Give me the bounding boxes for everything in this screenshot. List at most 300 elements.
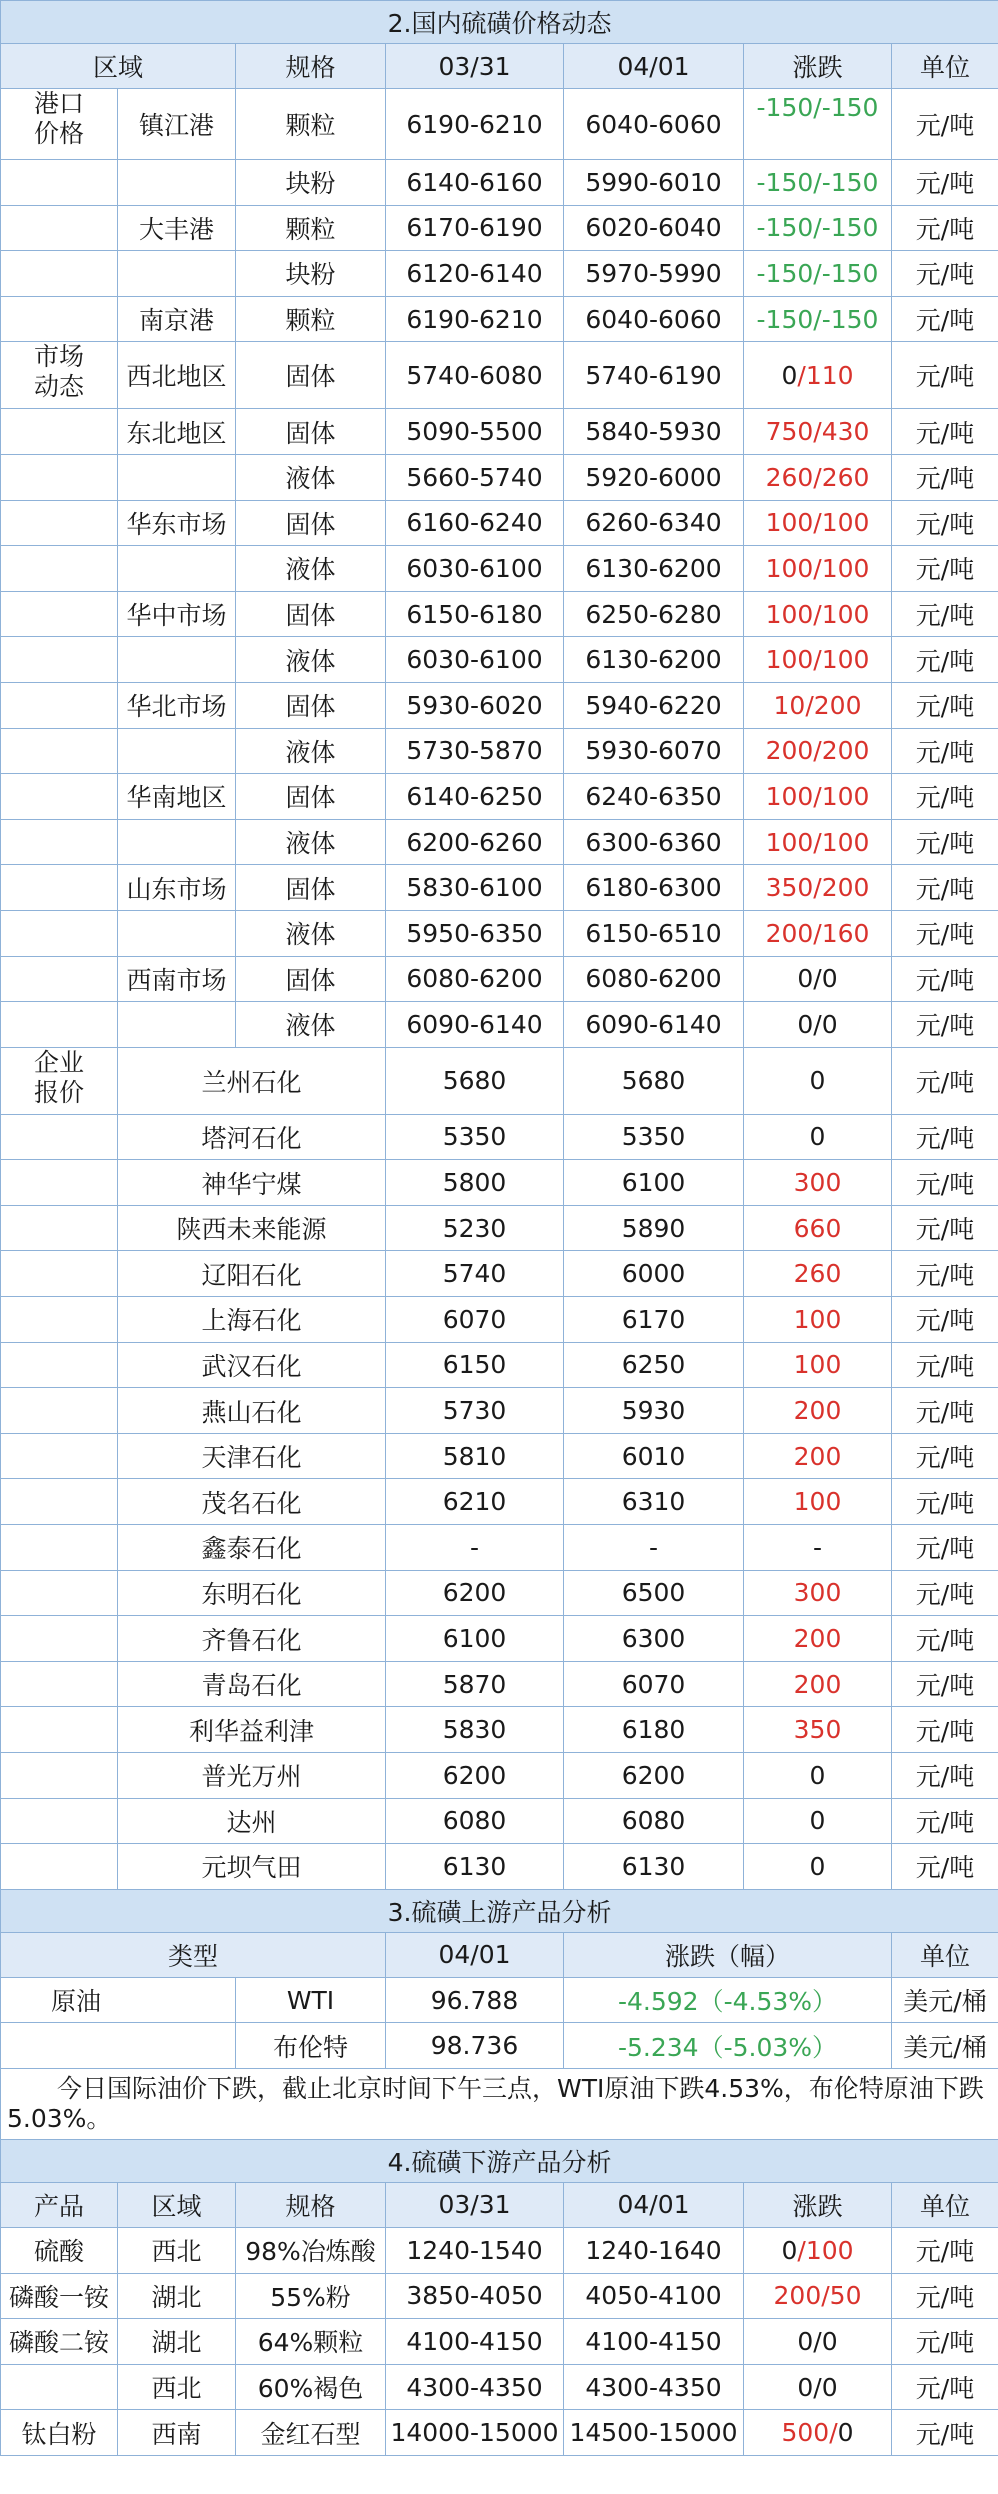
change-right: 200 (813, 690, 862, 720)
change-value: 200 (744, 1433, 892, 1479)
change-right: 160 (821, 918, 870, 948)
region: 湖北 (118, 2319, 236, 2365)
price-0401: 6200 (564, 1753, 744, 1799)
subregion (118, 160, 236, 206)
price-0331: 5660-5740 (386, 454, 564, 500)
price-0331: 6090-6140 (386, 1002, 564, 1048)
unit: 元/吨 (892, 1707, 998, 1753)
price-0331: 5740 (386, 1251, 564, 1297)
empty-cell (1, 728, 118, 774)
table-row (1, 1251, 998, 1297)
change-right: -150 (821, 167, 879, 197)
change-cell (744, 774, 892, 820)
change-left: -150 (756, 213, 814, 243)
enterprise-name: 陕西未来能源 (118, 1205, 386, 1251)
product (1, 2364, 118, 2410)
change-left: 200 (765, 736, 814, 766)
table-row (1, 1205, 998, 1251)
subregion (118, 910, 236, 956)
change-value: 300 (744, 1160, 892, 1206)
price-0331: 4300-4350 (386, 2364, 564, 2410)
price-0401: 6310 (564, 1479, 744, 1525)
change-left: 100 (765, 599, 814, 629)
price-0401: 6300-6360 (564, 819, 744, 865)
empty-cell (1, 1342, 118, 1388)
change-left: 200 (765, 918, 814, 948)
change-cell (744, 910, 892, 956)
table-row (1, 819, 998, 865)
price-0331: 5810 (386, 1433, 564, 1479)
crude-unit: 美元/桶 (892, 1977, 998, 2023)
subregion: 东北地区 (118, 409, 236, 455)
spec: 颗粒 (236, 296, 386, 342)
subregion (118, 251, 236, 297)
subregion (118, 819, 236, 865)
change-cell (744, 956, 892, 1002)
table-row (1, 251, 998, 297)
price-0401: 6000 (564, 1251, 744, 1297)
price-0401: 5920-6000 (564, 454, 744, 500)
table-row (1, 1798, 998, 1844)
unit: 元/吨 (892, 865, 998, 911)
price-0401: - (564, 1525, 744, 1571)
subregion: 大丰港 (118, 205, 236, 251)
unit: 元/吨 (892, 591, 998, 637)
empty-cell (1, 454, 118, 500)
header-unit: 单位 (892, 44, 998, 89)
port-label (1, 89, 118, 160)
table-row (1, 1297, 998, 1343)
market-note (1, 2068, 998, 2139)
price-0331: 6170-6190 (386, 205, 564, 251)
change-sep: / (829, 2418, 838, 2448)
enterprise-name: 青岛石化 (118, 1661, 386, 1707)
change-left: 0 (797, 2372, 814, 2402)
spec: 固体 (236, 865, 386, 911)
change-right: 0 (821, 964, 838, 994)
price-0401: 6010 (564, 1433, 744, 1479)
change-cell (744, 2410, 892, 2456)
change-value: 0 (744, 1798, 892, 1844)
spec: 固体 (236, 591, 386, 637)
enterprise-name: 神华宁煤 (118, 1160, 386, 1206)
spec: 固体 (236, 500, 386, 546)
empty-cell (1, 1753, 118, 1799)
table-row (1, 454, 998, 500)
price-0401: 6250-6280 (564, 591, 744, 637)
table-row (1, 591, 998, 637)
price-0401: 6130 (564, 1844, 744, 1890)
empty-cell (1, 1661, 118, 1707)
subregion (118, 1002, 236, 1048)
price-0401: 6250 (564, 1342, 744, 1388)
empty-cell (1, 1844, 118, 1890)
unit: 元/吨 (892, 2364, 998, 2410)
change-left: 750 (765, 417, 814, 447)
change-value: 200 (744, 1388, 892, 1434)
change-sep: / (813, 508, 822, 538)
empty-cell (1, 819, 118, 865)
change-left: 0 (797, 1009, 814, 1039)
price-0331: 5830-6100 (386, 865, 564, 911)
change-right: 0 (821, 2326, 838, 2356)
price-0401: 5840-5930 (564, 409, 744, 455)
crude-value: 96.788 (386, 1977, 564, 2023)
price-0401: 6300 (564, 1616, 744, 1662)
spec: 固体 (236, 342, 386, 409)
change-sep: / (813, 553, 822, 583)
crude-change: -5.234（-5.03%） (564, 2023, 892, 2069)
table-row (1, 89, 998, 160)
empty-cell (1, 1205, 118, 1251)
empty-cell (1, 2023, 236, 2069)
price-0331: 14000-15000 (386, 2410, 564, 2456)
table-row (1, 1114, 998, 1160)
change-value: - (744, 1525, 892, 1571)
change-right: 100 (805, 2235, 854, 2265)
price-0401: 5740-6190 (564, 342, 744, 409)
unit: 元/吨 (892, 1525, 998, 1571)
subregion: 华北市场 (118, 682, 236, 728)
header-date1: 03/31 (386, 2182, 564, 2227)
change-cell (744, 500, 892, 546)
spec: 60%褐色 (236, 2364, 386, 2410)
unit: 元/吨 (892, 1388, 998, 1434)
empty-cell (1, 1002, 118, 1048)
table-row (1, 2319, 998, 2365)
spec: 98%冶炼酸 (236, 2227, 386, 2273)
unit: 元/吨 (892, 2319, 998, 2365)
change-value: 660 (744, 1205, 892, 1251)
change-sep: / (797, 360, 806, 390)
price-0401: 4100-4150 (564, 2319, 744, 2365)
change-sep: / (813, 645, 822, 675)
spec: 液体 (236, 454, 386, 500)
change-right: 200 (821, 736, 870, 766)
change-right: 430 (821, 417, 870, 447)
price-0331: 6200 (386, 1570, 564, 1616)
unit: 元/吨 (892, 1297, 998, 1343)
subregion (118, 637, 236, 683)
market-label-line1: 市场 (33, 342, 84, 372)
product: 磷酸二铵 (1, 2319, 118, 2365)
change-right: 110 (805, 360, 854, 390)
price-0401: 5930 (564, 1388, 744, 1434)
product: 钛白粉 (1, 2410, 118, 2456)
change-sep: / (821, 2281, 830, 2311)
empty-cell (1, 1251, 118, 1297)
price-0331: 5680 (386, 1047, 564, 1114)
change-left: 350 (765, 873, 814, 903)
change-left: -150 (756, 258, 814, 288)
unit: 元/吨 (892, 774, 998, 820)
price-0401: 5890 (564, 1205, 744, 1251)
report-table-body (1, 1, 998, 2456)
empty-cell (1, 1433, 118, 1479)
table-row (1, 205, 998, 251)
empty-cell (1, 296, 118, 342)
price-0401: 6020-6040 (564, 205, 744, 251)
change-sep: / (813, 304, 822, 334)
change-sep: / (813, 258, 822, 288)
price-0331: 5730-5870 (386, 728, 564, 774)
enterprise-name: 鑫泰石化 (118, 1525, 386, 1571)
price-0331: 6150 (386, 1342, 564, 1388)
unit: 元/吨 (892, 910, 998, 956)
enterprise-name: 辽阳石化 (118, 1251, 386, 1297)
unit: 元/吨 (892, 2273, 998, 2319)
product: 硫酸 (1, 2227, 118, 2273)
subregion (118, 546, 236, 592)
region: 湖北 (118, 2273, 236, 2319)
subregion: 西南市场 (118, 956, 236, 1002)
enterprise-name: 茂名石化 (118, 1479, 386, 1525)
price-0401: 5990-6010 (564, 160, 744, 206)
table-row (1, 956, 998, 1002)
unit: 元/吨 (892, 728, 998, 774)
change-sep: / (813, 964, 822, 994)
enterprise-name: 利华益利津 (118, 1707, 386, 1753)
change-sep: / (813, 781, 822, 811)
change-sep: / (813, 599, 822, 629)
change-right: 100 (821, 553, 870, 583)
port-label-line1: 港口 (33, 89, 84, 118)
header-unit: 单位 (892, 2182, 998, 2227)
change-cell (744, 637, 892, 683)
change-right: 0 (837, 2418, 854, 2448)
unit: 元/吨 (892, 1479, 998, 1525)
section-title: 2.国内硫磺价格动态 (1, 1, 998, 44)
spec: 液体 (236, 1002, 386, 1048)
unit: 元/吨 (892, 1002, 998, 1048)
change-sep: / (813, 873, 822, 903)
spec: 块粉 (236, 251, 386, 297)
change-left: 0 (781, 2235, 798, 2265)
subregion: 山东市场 (118, 865, 236, 911)
table-row (1, 409, 998, 455)
change-value: 0 (744, 1753, 892, 1799)
empty-cell (1, 774, 118, 820)
change-value: 350 (744, 1707, 892, 1753)
price-0331: 6190-6210 (386, 89, 564, 160)
price-0331: 5800 (386, 1160, 564, 1206)
empty-cell (1, 1479, 118, 1525)
table-row (1, 1616, 998, 1662)
subregion (118, 728, 236, 774)
unit: 元/吨 (892, 1844, 998, 1890)
table-row (1, 1002, 998, 1048)
change-right: 100 (821, 827, 870, 857)
product: 磷酸一铵 (1, 2273, 118, 2319)
price-0331: 6190-6210 (386, 296, 564, 342)
unit: 元/吨 (892, 500, 998, 546)
price-0331: 5090-5500 (386, 409, 564, 455)
table-row (1, 637, 998, 683)
crude-name: WTI (236, 1977, 386, 2023)
header-region: 区域 (118, 2182, 236, 2227)
empty-cell (1, 910, 118, 956)
price-0401: 14500-15000 (564, 2410, 744, 2456)
change-value: 200 (744, 1616, 892, 1662)
table-row (1, 2227, 998, 2273)
unit: 元/吨 (892, 160, 998, 206)
header-spec: 规格 (236, 44, 386, 89)
change-right: 260 (821, 462, 870, 492)
price-0401: 1240-1640 (564, 2227, 744, 2273)
price-0401: 5940-6220 (564, 682, 744, 728)
change-value: 0 (744, 1114, 892, 1160)
change-right: 100 (821, 599, 870, 629)
table-row (1, 1047, 998, 1114)
subregion: 华中市场 (118, 591, 236, 637)
unit: 元/吨 (892, 1205, 998, 1251)
price-0331: 5870 (386, 1661, 564, 1707)
table-row (1, 296, 998, 342)
unit: 元/吨 (892, 1114, 998, 1160)
table-row (1, 546, 998, 592)
group-label: 原油 (1, 1977, 236, 2023)
change-left: 10 (773, 690, 806, 720)
table-row (1, 1342, 998, 1388)
table-row (1, 2364, 998, 2410)
empty-cell (1, 865, 118, 911)
price-0401: 6180-6300 (564, 865, 744, 911)
table-row (1, 1479, 998, 1525)
spec: 颗粒 (236, 89, 386, 160)
section-title: 3.硫磺上游产品分析 (1, 1889, 998, 1932)
table-row (1, 1388, 998, 1434)
crude-value: 98.736 (386, 2023, 564, 2069)
change-sep: / (797, 2235, 806, 2265)
spec: 64%颗粒 (236, 2319, 386, 2365)
price-0331: 6150-6180 (386, 591, 564, 637)
price-0331: 6030-6100 (386, 637, 564, 683)
table-row (1, 774, 998, 820)
spec: 颗粒 (236, 205, 386, 251)
unit: 元/吨 (892, 546, 998, 592)
spec: 固体 (236, 956, 386, 1002)
price-0331: 5930-6020 (386, 682, 564, 728)
change-value: 100 (744, 1479, 892, 1525)
table-row (1, 2023, 998, 2069)
empty-cell (1, 500, 118, 546)
price-0401: 6240-6350 (564, 774, 744, 820)
price-0331: 6140-6160 (386, 160, 564, 206)
change-cell (744, 819, 892, 865)
unit: 元/吨 (892, 205, 998, 251)
enterprise-name: 天津石化 (118, 1433, 386, 1479)
unit: 元/吨 (892, 682, 998, 728)
change-cell (744, 89, 892, 160)
change-left: 0 (781, 360, 798, 390)
subregion: 南京港 (118, 296, 236, 342)
change-sep: / (813, 918, 822, 948)
price-0331: 5830 (386, 1707, 564, 1753)
change-cell (744, 682, 892, 728)
table-row (1, 2182, 998, 2227)
price-0401: 6070 (564, 1661, 744, 1707)
change-sep: / (813, 167, 822, 197)
change-sep: / (813, 2372, 822, 2402)
enterprise-label-line1: 企业 (33, 1047, 84, 1077)
subregion (118, 454, 236, 500)
price-0401: 6130-6200 (564, 637, 744, 683)
change-left: 100 (765, 553, 814, 583)
change-value: 0 (744, 1844, 892, 1890)
unit: 元/吨 (892, 342, 998, 409)
table-row (1, 1753, 998, 1799)
change-right: 100 (821, 508, 870, 538)
enterprise-label-line2: 报价 (33, 1077, 84, 1107)
empty-cell (1, 1707, 118, 1753)
change-right: 100 (821, 781, 870, 811)
spec: 块粉 (236, 160, 386, 206)
subregion: 华南地区 (118, 774, 236, 820)
price-0401: 6100 (564, 1160, 744, 1206)
change-value: 0 (744, 1047, 892, 1114)
empty-cell (1, 409, 118, 455)
spec: 液体 (236, 819, 386, 865)
header-change: 涨跌（幅） (564, 1932, 892, 1977)
price-0331: 6070 (386, 1297, 564, 1343)
price-0401: 6130-6200 (564, 546, 744, 592)
empty-cell (1, 1570, 118, 1616)
price-0401: 5970-5990 (564, 251, 744, 297)
spec: 液体 (236, 910, 386, 956)
price-0331: 6210 (386, 1479, 564, 1525)
change-sep: / (813, 417, 822, 447)
change-cell (744, 2273, 892, 2319)
unit: 元/吨 (892, 1251, 998, 1297)
change-cell (744, 2227, 892, 2273)
unit: 元/吨 (892, 956, 998, 1002)
unit: 元/吨 (892, 1753, 998, 1799)
change-cell (744, 865, 892, 911)
unit: 元/吨 (892, 1570, 998, 1616)
table-row (1, 865, 998, 911)
spec: 固体 (236, 682, 386, 728)
subregion: 镇江港 (118, 89, 236, 160)
enterprise-name: 达州 (118, 1798, 386, 1844)
change-cell (744, 251, 892, 297)
change-right: 0 (821, 2372, 838, 2402)
region: 西南 (118, 2410, 236, 2456)
table-row (1, 682, 998, 728)
table-row (1, 2068, 998, 2139)
unit: 元/吨 (892, 251, 998, 297)
change-cell (744, 296, 892, 342)
change-left: 260 (765, 462, 814, 492)
price-0331: 3850-4050 (386, 2273, 564, 2319)
change-cell (744, 728, 892, 774)
change-value: 260 (744, 1251, 892, 1297)
price-0331: 5730 (386, 1388, 564, 1434)
change-left: 200 (773, 2281, 822, 2311)
spec: 固体 (236, 409, 386, 455)
change-left: 0 (797, 964, 814, 994)
header-region: 区域 (1, 44, 236, 89)
header-unit: 单位 (892, 1932, 998, 1977)
price-0401: 6180 (564, 1707, 744, 1753)
change-right: -150 (821, 93, 879, 122)
header-product: 产品 (1, 2182, 118, 2227)
change-cell (744, 591, 892, 637)
price-0401: 4300-4350 (564, 2364, 744, 2410)
change-left: -150 (756, 93, 814, 122)
spec: 金红石型 (236, 2410, 386, 2456)
change-right: 0 (821, 1009, 838, 1039)
header-change: 涨跌 (744, 2182, 892, 2227)
